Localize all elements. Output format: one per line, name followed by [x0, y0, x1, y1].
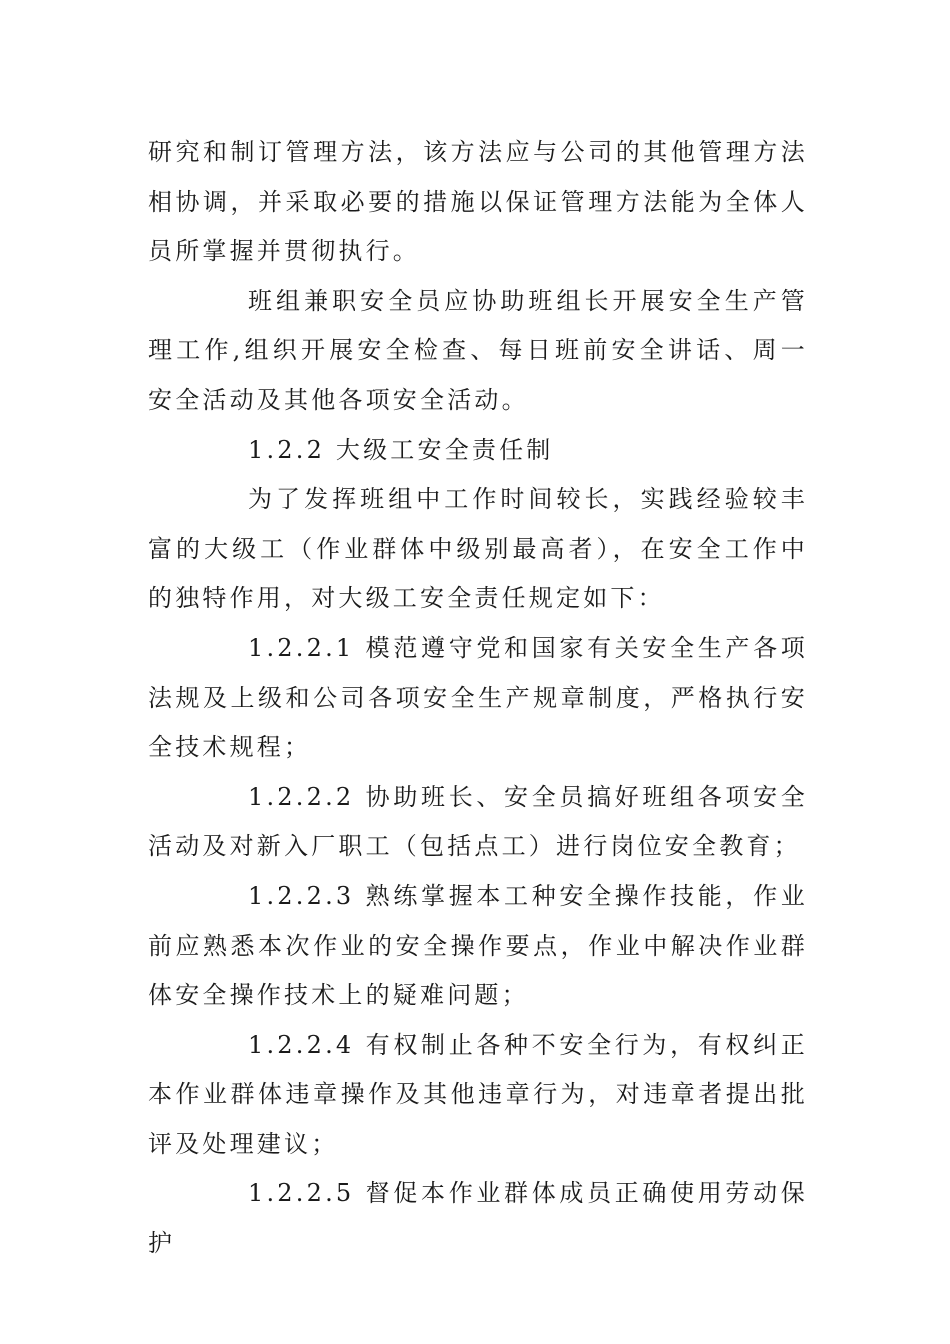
clause-1-2-2-5: 1.2.2.5 督促本作业群体成员正确使用劳动保护 [148, 1179, 808, 1258]
clause-1-2-2-2: 1.2.2.2 协助班长、安全员搞好班组各项安全活动及对新入厂职工（包括点工）进行岗位安全教育； [148, 782, 808, 861]
paragraph-safety-officer-duties: 班组兼职安全员应协助班组长开展安全生产管理工作,组织开展安全检查、每日班前安全讲话、周一安全活动及其他各项安全活动。 [148, 286, 808, 414]
section-heading-1-2-2: 1.2.2 大级工安全责任制 [248, 435, 554, 464]
clause-1-2-2-3: 1.2.2.3 熟练掌握本工种安全操作技能，作业前应熟悉本次作业的安全操作要点，作业中解决作业群体安全操作技术上的疑难问题； [148, 881, 808, 1010]
paragraph-management-methods: 研究和制订管理方法，该方法应与公司的其他管理方法相协调，并采取必要的措施以保证管理方法能为全体人员所掌握并贯彻执行。 [148, 138, 808, 266]
document-body [148, 128, 808, 1269]
clause-1-2-2-1: 1.2.2.1 模范遵守党和国家有关安全生产各项法规及上级和公司各项安全生产规章制度，严格执行安全技术规程； [148, 633, 808, 762]
clause-1-2-2-4: 1.2.2.4 有权制止各种不安全行为，有权纠正本作业群体违章操作及其他违章行为，对违章者提出批评及处理建议； [148, 1030, 808, 1158]
paragraph-senior-worker-intro: 为了发挥班组中工作时间较长，实践经验较丰富的大级工（作业群体中级别最高者），在安全工作中的独特作用，对大级工安全责任规定如下： [148, 485, 808, 613]
